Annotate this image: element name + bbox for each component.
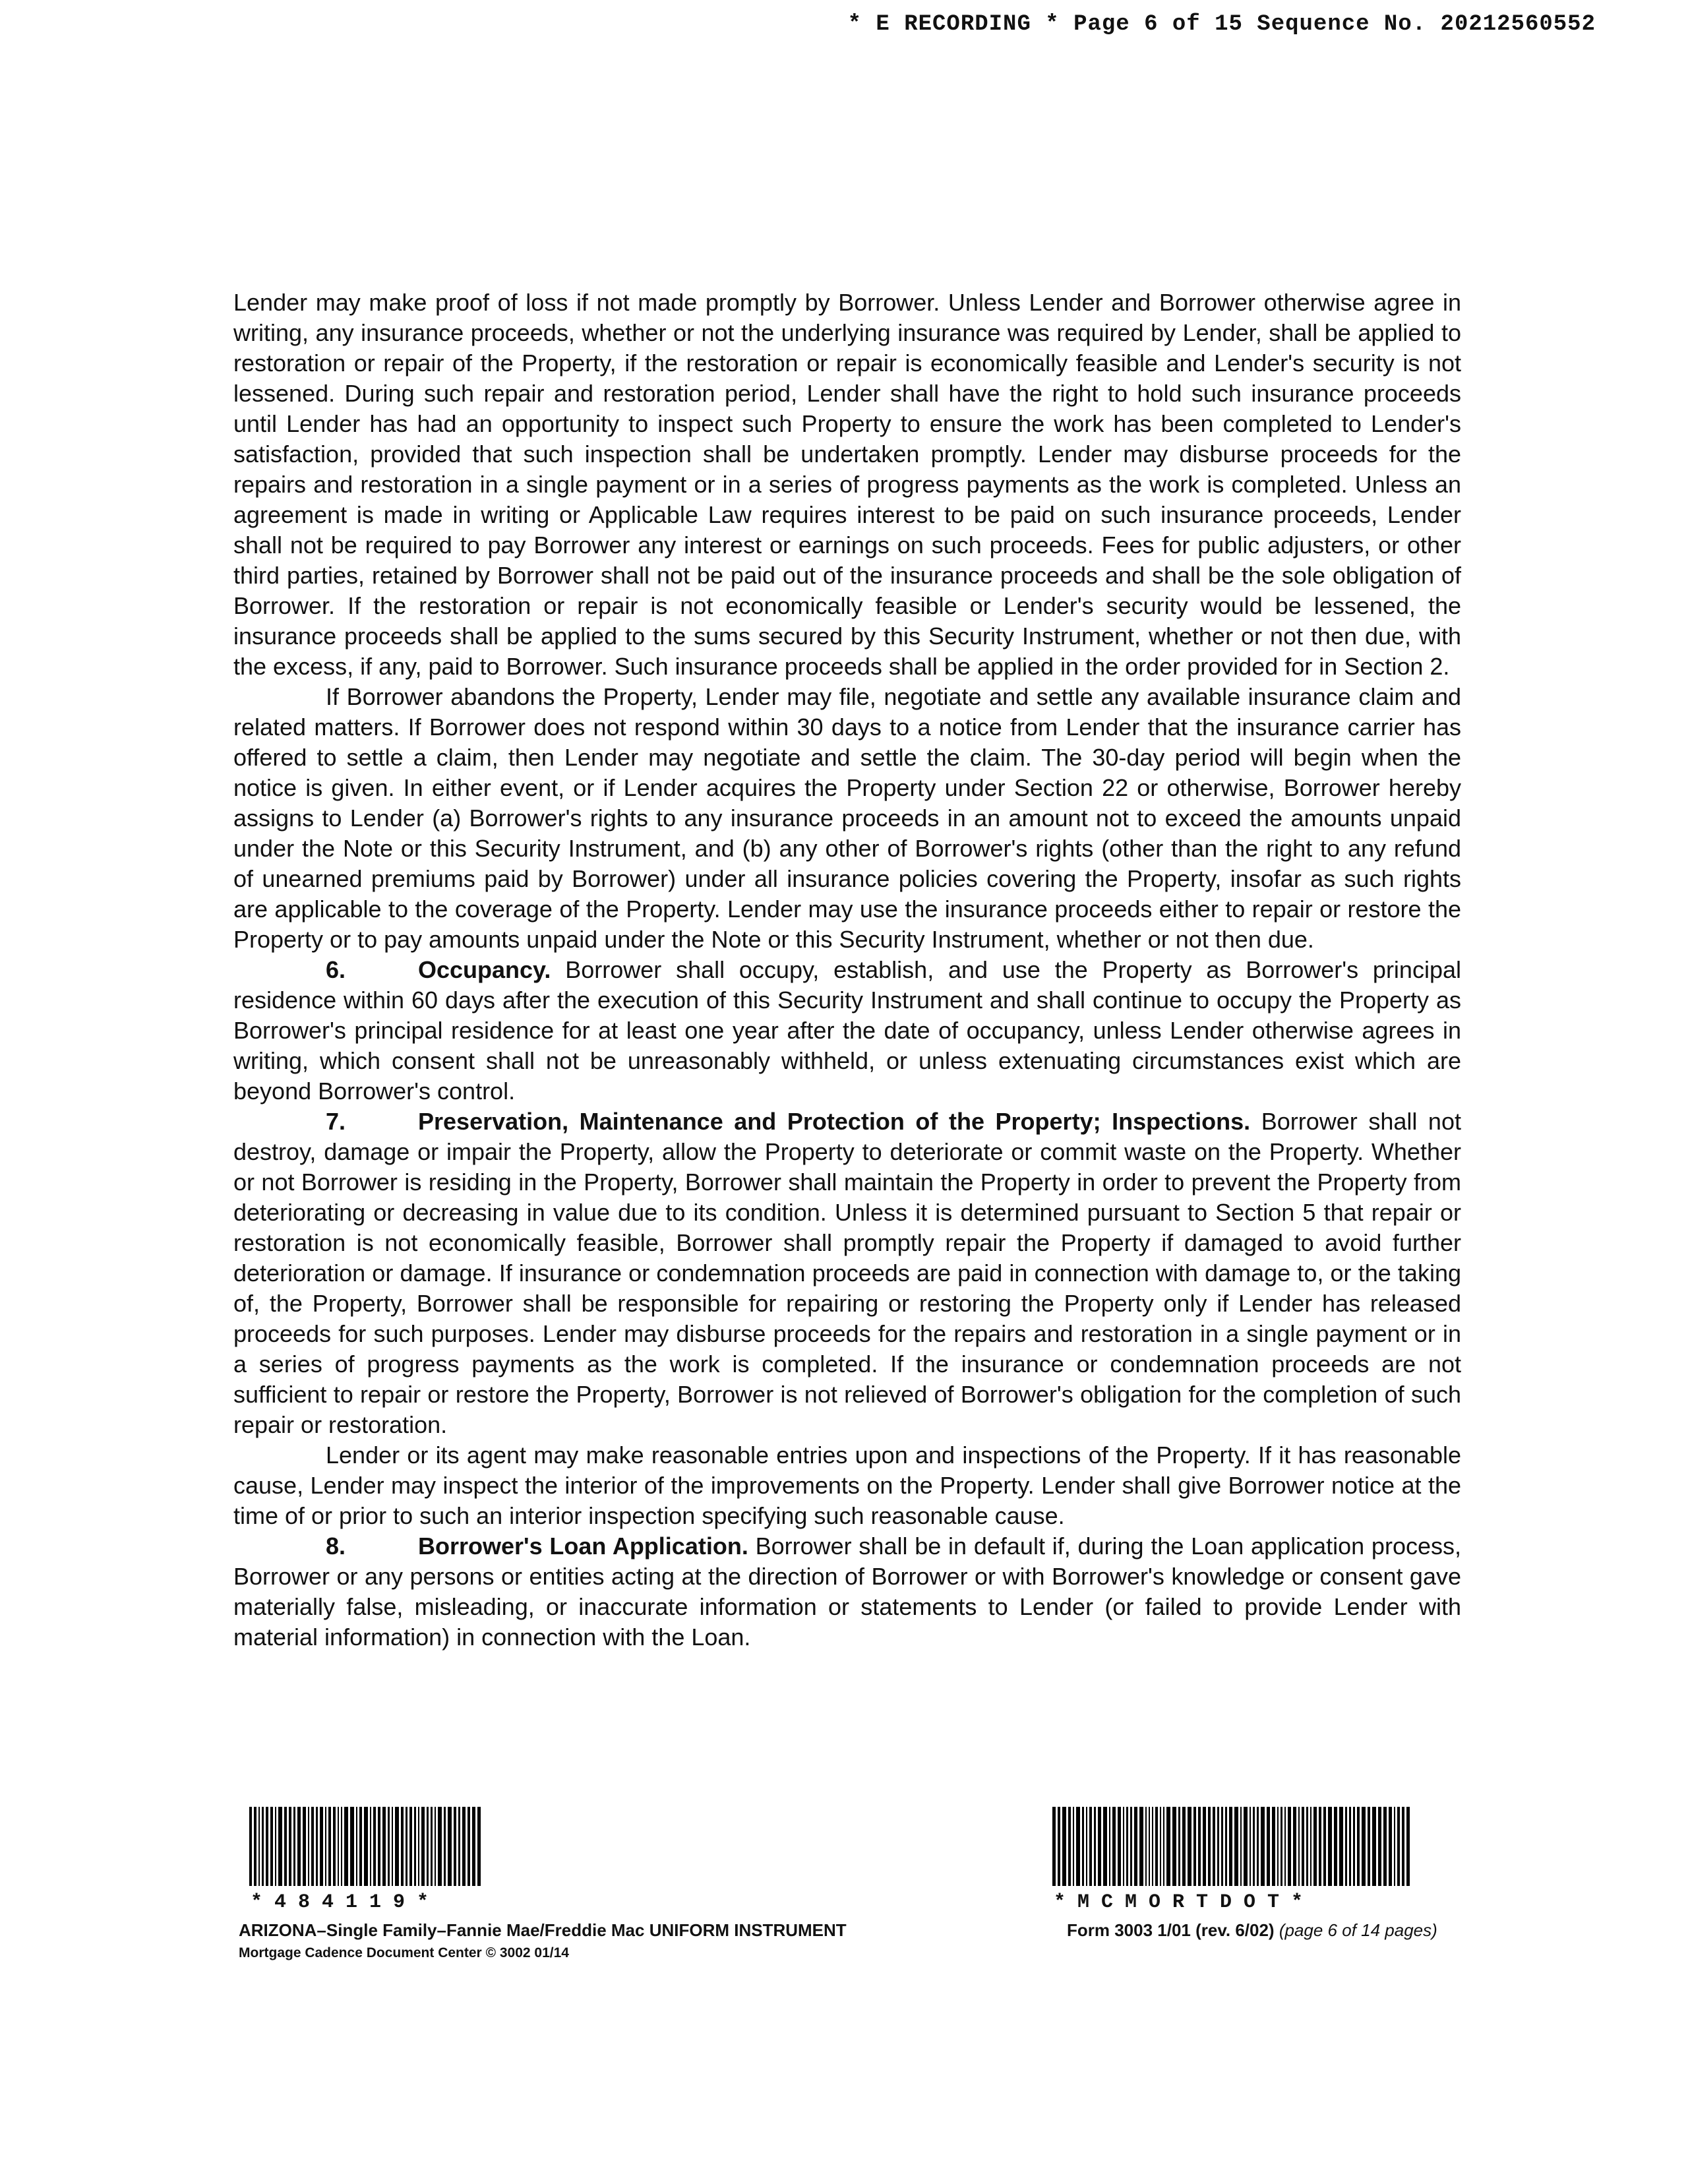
barcode-bar: [414, 1807, 416, 1886]
barcode-bar: [1406, 1807, 1410, 1886]
barcode-left-caption: *484119*: [251, 1891, 441, 1914]
barcode-bar: [356, 1807, 357, 1886]
barcode-bar: [1362, 1807, 1366, 1886]
barcode-bar: [438, 1807, 442, 1886]
barcode-bar: [1109, 1807, 1110, 1886]
barcode-bar: [472, 1807, 475, 1886]
barcode-bar: [1126, 1807, 1128, 1886]
barcode-bar: [406, 1807, 407, 1886]
barcode-bar: [418, 1807, 419, 1886]
barcode-bar: [1229, 1807, 1232, 1886]
barcode-bar: [1240, 1807, 1242, 1886]
barcode-bar: [1383, 1807, 1387, 1886]
section-8-text: Borrower shall be in default if, during the Loan application process, Borrower or any persons or entities acting at the direction of Borrower or with Borrower's knowledge or consent gave materially false, misleading, or inaccurate information or statements to Lender (or failed to provide Lender with material information) in connection with the Loan.: [233, 1532, 1461, 1651]
paragraph-insurance-proceeds: Lender may make proof of loss if not made promptly by Borrower. Unless Lender and Borrower otherwise agree in writing, any insurance proceeds, whether or not the underlying insurance was required by Lender, shall be applied to restoration or repair of the Property, if the restoration or repair is economically feasible and Lender's security is not lessened. During such repair and restoration period, Lender shall have the right to hold such insurance proceeds until Lender has had an opportunity to inspect such Property to ensure the work has been completed to Lender's satisfaction, provided that such inspection shall be undertaken promptly. Lender may disburse proceeds for the repairs and restoration in a single payment or in a series of progress payments as the work is completed. Unless an agreement is made in writing or Applicable Law requires interest to be paid on such insurance proceeds, Lender shall not be required to pay Borrower any interest or earnings on such proceeds. Fees for public adjusters, or other third parties, retained by Borrower shall not be paid out of the insurance proceeds and shall be the sole obligation of Borrower. If the restoration or repair is not economically feasible or Lender's security would be lessened, the insurance proceeds shall be applied to the sums secured by this Security Instrument, whether or not then due, with the excess, if any, paid to Borrower. Such insurance proceeds shall be applied in the order provided for in Section 2.: [233, 289, 1461, 680]
barcode-bar: [1253, 1807, 1255, 1886]
barcode-bar: [316, 1807, 318, 1886]
barcode-bar: [249, 1807, 252, 1886]
barcode-bar: [341, 1807, 342, 1886]
barcode-bar: [364, 1807, 368, 1886]
barcode-bar: [289, 1807, 291, 1886]
barcode-bar: [350, 1807, 354, 1886]
barcode-bar: [427, 1807, 429, 1886]
barcode-bar: [1086, 1807, 1087, 1886]
barcode-left: [249, 1807, 483, 1886]
barcode-bar: [1221, 1807, 1223, 1886]
section-7-title: Preservation, Maintenance and Protection of the Property; Inspections.: [418, 1108, 1251, 1135]
barcode-bar: [1052, 1807, 1056, 1886]
barcode-bar: [1397, 1807, 1400, 1886]
barcode-bar: [1112, 1807, 1116, 1886]
barcode-bar: [1339, 1807, 1343, 1886]
section-7-text: Borrower shall not destroy, damage or impair the Property, allow the Property to deteriorate or commit waste on the Property. Whether or not Borrower is residing in the Property, Borrower shall maintain the Property in order to prevent the Property from deteriorating or decreasing in value due to its condition. Unless it is determined pursuant to Section 5 that repair or restoration is not economically feasible, Borrower shall promptly repair the Property if damaged to avoid further deterioration or damage. If insurance or condemnation proceeds are paid in connection with damage to, or the taking of, the Property, Borrower shall be responsible for repairing or restoring the Property only if Lender has released proceeds for such purposes. Lender may disburse proceeds for the repairs and restoration in a single payment or in a series of progress payments as the work is completed. If the insurance or condemnation proceeds are not sufficient to repair or restore the Property, Borrower is not relieved of Borrower's obligation for the completion of such repair or restoration.: [233, 1108, 1461, 1438]
barcode-bar: [370, 1807, 371, 1886]
barcode-bar: [1217, 1807, 1219, 1886]
barcode-bar: [266, 1807, 268, 1886]
section-6-number: 6.: [326, 956, 346, 983]
barcode-bar: [1345, 1807, 1347, 1886]
barcode-bar: [1160, 1807, 1161, 1886]
barcode-bar: [293, 1807, 295, 1886]
barcode-bar: [1288, 1807, 1291, 1886]
barcode-bar: [395, 1807, 399, 1886]
barcode-bar: [1149, 1807, 1150, 1886]
barcode-bar: [1319, 1807, 1321, 1886]
footer-doc-center: Mortgage Cadence Document Center © 3002 01/14: [239, 1945, 569, 1960]
barcode-bar: [1389, 1807, 1392, 1886]
barcode-bar: [1198, 1807, 1201, 1886]
barcode-bar: [1261, 1807, 1265, 1886]
barcode-bar: [1225, 1807, 1227, 1886]
barcode-bar: [373, 1807, 376, 1886]
footer-page-count: (page 6 of 14 pages): [1279, 1920, 1437, 1940]
barcode-bar: [1272, 1807, 1275, 1886]
section-6-title: Occupancy.: [418, 956, 551, 983]
barcode-bar: [1284, 1807, 1286, 1886]
barcode-bar: [1094, 1807, 1096, 1886]
barcode-bar: [1302, 1807, 1304, 1886]
barcode-bar: [1166, 1807, 1170, 1886]
section-6: [233, 955, 1461, 1107]
barcode-bar: [458, 1807, 460, 1886]
footer-form-number: [1067, 1920, 1437, 1941]
barcode-bar: [1203, 1807, 1206, 1886]
barcode-bar: [1155, 1807, 1158, 1886]
barcode-bar: [1134, 1807, 1137, 1886]
recording-header: * E RECORDING * Page 6 of 15 Sequence No. 20212560552: [847, 12, 1596, 37]
barcode-bar: [1182, 1807, 1186, 1886]
barcode-bar: [1123, 1807, 1124, 1886]
barcode-bar: [1172, 1807, 1176, 1886]
barcode-bar: [444, 1807, 446, 1886]
barcode-bar: [275, 1807, 276, 1886]
barcode-bar: [1082, 1807, 1084, 1886]
barcode-bar: [421, 1807, 425, 1886]
barcode-bar: [308, 1807, 309, 1886]
barcode-bar: [1068, 1807, 1071, 1886]
barcode-bar: [1378, 1807, 1381, 1886]
barcode-bar: [338, 1807, 339, 1886]
paragraph-inspections: Lender or its agent may make reasonable entries upon and inspections of the Property. If it has reasonable cause, Lender may inspect the interior of the improvements on the Property. Lender shall give Borrower notice at the time of or prior to such an interior inspection specifying such reasonable cause.: [233, 1441, 1461, 1529]
barcode-bar: [431, 1807, 433, 1886]
barcode-bar: [1306, 1807, 1308, 1886]
barcode-bar: [1062, 1807, 1066, 1886]
barcode-bar: [462, 1807, 466, 1886]
barcode-bar: [1394, 1807, 1395, 1886]
barcode-bar: [477, 1807, 481, 1886]
barcode-bar: [1145, 1807, 1147, 1886]
barcode-bar: [409, 1807, 412, 1886]
barcode-bar: [1098, 1807, 1101, 1886]
barcode-bar: [1193, 1807, 1196, 1886]
section-8-title: Borrower's Loan Application.: [418, 1532, 748, 1560]
barcode-bar: [1152, 1807, 1153, 1886]
barcode-bar: [1188, 1807, 1191, 1886]
barcode-bar: [1277, 1807, 1279, 1886]
section-8: [233, 1531, 1461, 1653]
barcode-bar: [270, 1807, 273, 1886]
barcode-bar: [1310, 1807, 1311, 1886]
barcode-bar: [1163, 1807, 1164, 1886]
barcode-bar: [435, 1807, 436, 1886]
barcode-bar: [1353, 1807, 1355, 1886]
barcode-bar: [1073, 1807, 1074, 1886]
barcode-bar: [1368, 1807, 1370, 1886]
barcode-bar: [311, 1807, 314, 1886]
barcode-right-caption: *MCMORTDOT*: [1054, 1891, 1315, 1914]
barcode-bar: [254, 1807, 256, 1886]
paragraph-abandonment: If Borrower abandons the Property, Lender may file, negotiate and settle any available insurance claim and related matters. If Borrower does not respond within 30 days to a notice from Lender that the insurance carrier has offered to settle a claim, then Lender may negotiate and settle the claim. The 30-day period will begin when the notice is given. In either event, or if Lender acquires the Property under Section 22 or otherwise, Borrower hereby assigns to Lender (a) Borrower's rights to any insurance proceeds in an amount not to exceed the amounts unpaid under the Note or this Security Instrument, and (b) any other of Borrower's rights (other than the right to any refund of unearned premiums paid by Borrower) under all insurance policies covering the Property, insofar as such rights are applicable to the coverage of the Property. Lender may use the insurance proceeds either to repair or restore the Property or to pay amounts unpaid under the Note or this Security Instrument, whether or not then due.: [233, 683, 1461, 953]
barcode-bar: [1267, 1807, 1270, 1886]
barcode-bar: [382, 1807, 386, 1886]
barcode-bar: [467, 1807, 470, 1886]
barcode-bar: [1058, 1807, 1060, 1886]
barcode-bar: [1334, 1807, 1337, 1886]
barcode-right: [1052, 1807, 1412, 1886]
barcode-bar: [1178, 1807, 1180, 1886]
footer-form-title: ARIZONA–Single Family–Fannie Mae/Freddie Mac UNIFORM INSTRUMENT: [239, 1920, 847, 1940]
barcode-bar: [1130, 1807, 1132, 1886]
barcode-bar: [359, 1807, 362, 1886]
barcode-bar: [1372, 1807, 1376, 1886]
barcode-bar: [378, 1807, 380, 1886]
barcode-bar: [1118, 1807, 1121, 1886]
barcode-bar: [1208, 1807, 1211, 1886]
barcode-bar: [1257, 1807, 1259, 1886]
barcode-bar: [1328, 1807, 1332, 1886]
barcode-bar: [1402, 1807, 1404, 1886]
barcode-bar: [1313, 1807, 1317, 1886]
barcode-bar: [344, 1807, 348, 1886]
barcode-bar: [325, 1807, 326, 1886]
barcode-bar: [1089, 1807, 1092, 1886]
barcode-bar: [328, 1807, 331, 1886]
barcode-bar: [1139, 1807, 1143, 1886]
barcode-bar: [1323, 1807, 1326, 1886]
barcode-bar: [401, 1807, 404, 1886]
barcode-bar: [1250, 1807, 1251, 1886]
barcode-bar: [1349, 1807, 1351, 1886]
section-7-number: 7.: [326, 1108, 346, 1135]
section-8-number: 8.: [326, 1532, 346, 1560]
barcode-bar: [448, 1807, 452, 1886]
footer-form-id: Form 3003 1/01 (rev. 6/02): [1067, 1920, 1275, 1940]
barcode-bar: [388, 1807, 390, 1886]
barcode-bar: [333, 1807, 336, 1886]
barcode-bar: [262, 1807, 264, 1886]
barcode-bar: [1234, 1807, 1238, 1886]
barcode-bar: [1076, 1807, 1080, 1886]
barcode-bar: [278, 1807, 282, 1886]
barcode-bar: [454, 1807, 456, 1886]
barcode-bar: [303, 1807, 306, 1886]
barcode-bar: [392, 1807, 393, 1886]
section-7: [233, 1107, 1461, 1440]
barcode-bar: [1244, 1807, 1248, 1886]
barcode-bar: [320, 1807, 323, 1886]
barcode-bar: [284, 1807, 287, 1886]
barcode-bar: [1357, 1807, 1360, 1886]
barcode-bar: [297, 1807, 301, 1886]
barcode-bar: [1293, 1807, 1296, 1886]
section-6-text: Borrower shall occupy, establish, and use the Property as Borrower's principal residence within 60 days after the execution of this Security Instrument and shall continue to occupy the Property as Borrower's principal residence for at least one year after the date of occupancy, unless Lender otherwise agrees in writing, which consent shall not be unreasonably withheld, or unless extenuating circumstances exist which are beyond Borrower's control.: [233, 956, 1461, 1105]
barcode-bar: [1103, 1807, 1107, 1886]
barcode-bar: [1298, 1807, 1300, 1886]
document-body: [233, 288, 1461, 1653]
barcode-bar: [1213, 1807, 1215, 1886]
barcode-bar: [1281, 1807, 1282, 1886]
barcode-bar: [258, 1807, 260, 1886]
